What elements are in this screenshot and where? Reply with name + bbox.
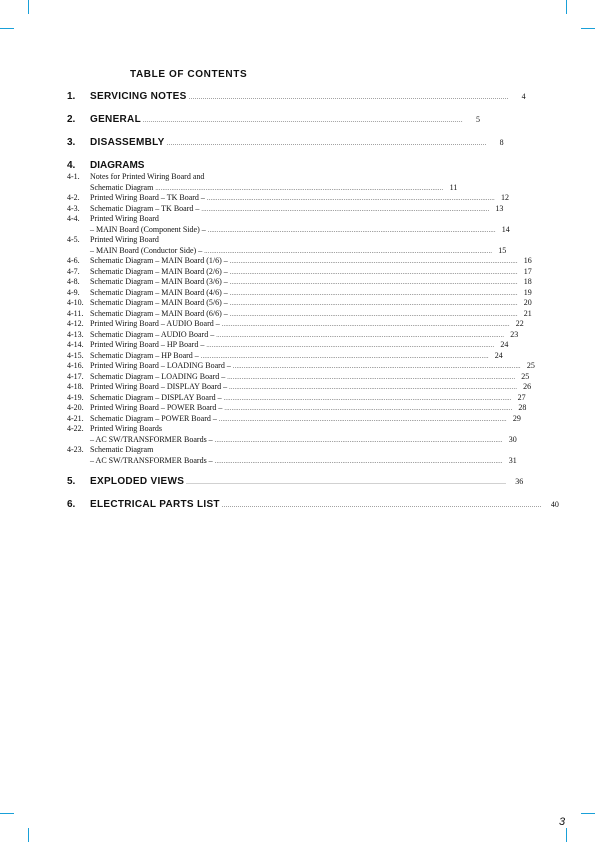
toc-entry (67, 403, 527, 414)
entry-number: 4-12. (67, 319, 84, 328)
toc-entry (67, 193, 509, 204)
page-ref: 23 (510, 329, 519, 339)
page-ref: 25 (526, 361, 535, 370)
section-number: 1. (67, 91, 76, 102)
top-sections (67, 91, 526, 149)
entry-text: Printed Wiring Board – HP Board – (90, 340, 205, 349)
toc-entry-line (67, 277, 532, 288)
page-ref: 40 (550, 500, 559, 509)
top-section-1 (67, 91, 526, 103)
toc-entry-line (67, 329, 519, 341)
section-title: DIAGRAMS (90, 160, 145, 171)
page-ref: 27 (517, 392, 526, 402)
crop-mark-top-left-v (28, 0, 29, 14)
top-section-3 (67, 137, 504, 149)
toc-entry-line (67, 172, 307, 183)
entry-text: Schematic Diagram – TK Board – (90, 203, 200, 213)
section-number: 3. (67, 137, 76, 148)
page-number: 3 (559, 816, 566, 828)
entry-number: 4-17. (67, 371, 84, 381)
toc-entry-line (67, 245, 507, 257)
page-ref: 31 (508, 455, 517, 465)
entry-text: Printed Wiring Board – DISPLAY Board – (90, 382, 228, 391)
toc-entry-line (67, 214, 307, 225)
diagrams-heading (67, 160, 307, 172)
entry-number: 4-23. (67, 445, 84, 454)
page-ref: 20 (523, 298, 532, 307)
toc-entry (67, 319, 524, 330)
bottom-section-2 (67, 499, 559, 511)
spacer (67, 466, 307, 476)
toc-entry (67, 350, 503, 362)
page-ref: 25 (521, 371, 530, 381)
dot-leader: ................................................................................................................................................................ (201, 206, 490, 213)
toc-entry (67, 382, 532, 393)
toc-entry-line (67, 340, 509, 351)
entry-text: Notes for Printed Wiring Board and (90, 172, 205, 181)
entry-number: 4-16. (67, 361, 84, 370)
entry-number: 4-5. (67, 235, 80, 244)
crop-mark-bottom-right-h (581, 813, 595, 814)
section-number: 6. (67, 499, 76, 510)
dot-leader: ................................................................................................................................................................ (229, 301, 518, 307)
toc-entry-line (67, 392, 526, 404)
diagram-entries (67, 172, 535, 466)
toc-entry-line (67, 308, 532, 320)
entry-text: Printed Wiring Board – AUDIO Board – (90, 319, 220, 328)
entry-text: Printed Wiring Board (90, 235, 159, 244)
page-ref: 14 (501, 224, 510, 234)
toc-entry (67, 371, 530, 383)
crop-mark-bottom-left-v (28, 828, 29, 842)
page-ref: 4 (521, 92, 526, 101)
section-number: 5. (67, 476, 76, 487)
entry-text: Schematic Diagram – MAIN Board (2/6) – (90, 266, 228, 276)
page-ref: 17 (523, 266, 532, 276)
toc-entry (67, 424, 517, 445)
toc-entry (67, 214, 510, 235)
toc-entry (67, 298, 532, 309)
dot-leader: ................................................................................................................................................................ (207, 227, 496, 234)
toc-entry-line (67, 350, 503, 362)
page-ref: 8 (499, 138, 504, 147)
entry-text: Schematic Diagram – DISPLAY Board – (90, 392, 222, 402)
entry-number: 4-4. (67, 214, 80, 223)
entry-number: 4-9. (67, 287, 80, 297)
dot-leader: ................................................................................................................................................................ (229, 311, 518, 318)
entry-number: 4-18. (67, 382, 84, 391)
toc-entry-line (67, 403, 527, 414)
toc-entry-line (67, 424, 307, 435)
dot-leader: ................................................................................................................................................................ (221, 322, 510, 328)
dot-leader: ................................................................................................................................................................ (216, 332, 505, 339)
entry-number: 4-21. (67, 413, 84, 423)
toc-entry-line (67, 413, 521, 425)
page-ref: 11 (449, 182, 458, 192)
entry-text: Schematic Diagram – LOADING Board – (90, 371, 226, 381)
toc-entry-line (67, 203, 504, 215)
entry-text: Schematic Diagram – HP Board – (90, 350, 199, 360)
page-ref: 22 (515, 319, 524, 328)
toc-entry (67, 413, 521, 425)
page-ref: 5 (476, 115, 480, 124)
section-title: DISASSEMBLY (90, 137, 165, 148)
dot-leader: ................................................................................................................................................................ (214, 437, 503, 444)
toc-entry (67, 329, 519, 341)
table-of-contents (67, 91, 559, 522)
page-ref: 18 (523, 277, 532, 286)
toc-entry (67, 445, 517, 466)
toc-entry (67, 256, 532, 267)
entry-number: 4-8. (67, 277, 80, 286)
toc-entry (67, 277, 532, 288)
toc-entry-line (67, 182, 458, 194)
page-ref: 30 (508, 434, 517, 444)
crop-mark-top-right-h (581, 28, 595, 29)
section-number: 2. (67, 114, 76, 125)
dot-leader: ................................................................................................................................................................ (224, 406, 513, 412)
entry-number: 4-19. (67, 392, 84, 402)
toc-entry (67, 172, 458, 193)
page-ref: 12 (500, 193, 509, 202)
dot-leader: ................................................................................................................................................................ (166, 141, 487, 147)
toc-entry-line (67, 371, 530, 383)
toc-entry-line (67, 224, 510, 236)
entry-text: Printed Wiring Board – LOADING Board – (90, 361, 231, 370)
toc-entry-line (67, 235, 307, 246)
dot-leader: ................................................................................................................................................................ (227, 374, 516, 381)
page-ref: 28 (518, 403, 527, 412)
dot-leader: ................................................................................................................................................................ (188, 95, 509, 101)
toc-entry (67, 235, 507, 256)
page-ref: 24 (500, 340, 509, 349)
entry-text: Schematic Diagram – MAIN Board (6/6) – (90, 308, 228, 318)
page-ref: 19 (523, 287, 532, 297)
entry-text: Schematic Diagram (90, 182, 154, 192)
entry-text: – AC SW/TRANSFORMER Boards – (90, 455, 213, 465)
toc-entry-line (67, 445, 307, 456)
toc-entry-line (67, 382, 532, 393)
section-title: ELECTRICAL PARTS LIST (90, 499, 220, 510)
entry-text: Printed Wiring Board (90, 214, 159, 223)
page-ref: 16 (523, 256, 532, 265)
entry-text: Schematic Diagram – POWER Board – (90, 413, 217, 423)
toc-entry (67, 308, 532, 320)
top-section-2 (67, 114, 480, 126)
toc-entry (67, 361, 535, 372)
dot-leader: ................................................................................................................................................................ (155, 185, 444, 192)
toc-entry-line (67, 434, 517, 446)
entry-text: Schematic Diagram – AUDIO Board – (90, 329, 215, 339)
section-title: GENERAL (90, 114, 141, 125)
entry-number: 4-6. (67, 256, 80, 265)
dot-leader: ................................................................................................................................................................ (221, 503, 542, 509)
entry-number: 4-20. (67, 403, 84, 412)
entry-number: 4-13. (67, 329, 84, 339)
bottom-section-1 (67, 476, 524, 488)
dot-leader: ................................................................................................................................................................ (206, 196, 495, 202)
toc-entry (67, 287, 532, 299)
entry-number: 4-2. (67, 193, 80, 202)
toc-entry (67, 392, 526, 404)
crop-mark-bottom-right-v (566, 828, 567, 842)
section-number: 4. (67, 160, 76, 171)
toc-entry-line (67, 298, 532, 309)
toc-entry (67, 340, 509, 351)
section-title: SERVICING NOTES (90, 91, 187, 102)
entry-text: – AC SW/TRANSFORMER Boards – (90, 434, 213, 444)
dot-leader: ................................................................................................................................................................ (229, 259, 518, 265)
toc-entry-line (67, 455, 517, 467)
dot-leader: ................................................................................................................................................................ (229, 269, 518, 276)
entry-text: Schematic Diagram (90, 445, 154, 454)
page-ref: 26 (523, 382, 532, 391)
toc-title: TABLE OF CONTENTS (130, 69, 248, 80)
toc-entry-line (67, 361, 535, 372)
entry-text: Printed Wiring Boards (90, 424, 162, 433)
toc-entry (67, 203, 504, 215)
entry-text: Schematic Diagram – MAIN Board (5/6) – (90, 298, 228, 307)
toc-entry-line (67, 256, 532, 267)
entry-number: 4-7. (67, 266, 80, 276)
dot-leader: ................................................................................................................................................................ (229, 385, 518, 391)
bottom-sections (67, 476, 559, 511)
page-ref: 13 (495, 203, 504, 213)
page-ref: 15 (498, 245, 507, 255)
dot-leader: ................................................................................................................................................................ (229, 280, 518, 286)
dot-leader: ................................................................................................................................................................ (229, 290, 518, 297)
page-ref: 21 (523, 308, 532, 318)
entry-number: 4-22. (67, 424, 84, 433)
crop-mark-top-right-v (566, 0, 567, 14)
entry-number: 4-11. (67, 308, 84, 318)
entry-text: Printed Wiring Board – POWER Board – (90, 403, 223, 412)
entry-text: – MAIN Board (Conductor Side) – (90, 245, 203, 255)
toc-entry-line (67, 266, 532, 278)
entry-text: Printed Wiring Board – TK Board – (90, 193, 205, 202)
dot-leader: ................................................................................................................................................................ (204, 248, 493, 255)
entry-text: Schematic Diagram – MAIN Board (1/6) – (90, 256, 228, 265)
dot-leader: ................................................................................................................................................................ (143, 118, 463, 124)
toc-entry-line (67, 287, 532, 299)
entry-number: 4-1. (67, 172, 80, 181)
entry-text: Schematic Diagram – MAIN Board (4/6) – (90, 287, 228, 297)
dot-leader: ................................................................................................................................................................ (206, 343, 495, 349)
dot-leader: ................................................................................................................................................................ (218, 416, 507, 423)
page-ref: 36 (515, 477, 524, 486)
page-ref: 29 (512, 413, 521, 423)
crop-mark-bottom-left-h (0, 813, 14, 814)
diagrams-section (67, 160, 535, 466)
dot-leader: ................................................................................................................................................................ (232, 364, 521, 370)
crop-mark-top-left-h (0, 28, 14, 29)
entry-number: 4-10. (67, 298, 84, 307)
dot-leader: ................................................................................................................................................................ (223, 395, 512, 402)
dot-leader: ................................................................................................................................................................ (214, 458, 503, 465)
entry-number: 4-3. (67, 203, 80, 213)
entry-text: – MAIN Board (Component Side) – (90, 224, 206, 234)
toc-entry-line (67, 319, 524, 330)
page-ref: 24 (494, 350, 503, 360)
section-title: EXPLODED VIEWS (90, 476, 185, 487)
entry-number: 4-14. (67, 340, 84, 349)
toc-entry (67, 266, 532, 278)
entry-number: 4-15. (67, 350, 84, 360)
toc-entry-line (67, 193, 509, 204)
dot-leader: ................................................................................................................................................................ (186, 480, 507, 486)
dot-leader: ................................................................................................................................................................ (200, 353, 489, 360)
entry-text: Schematic Diagram – MAIN Board (3/6) – (90, 277, 228, 286)
